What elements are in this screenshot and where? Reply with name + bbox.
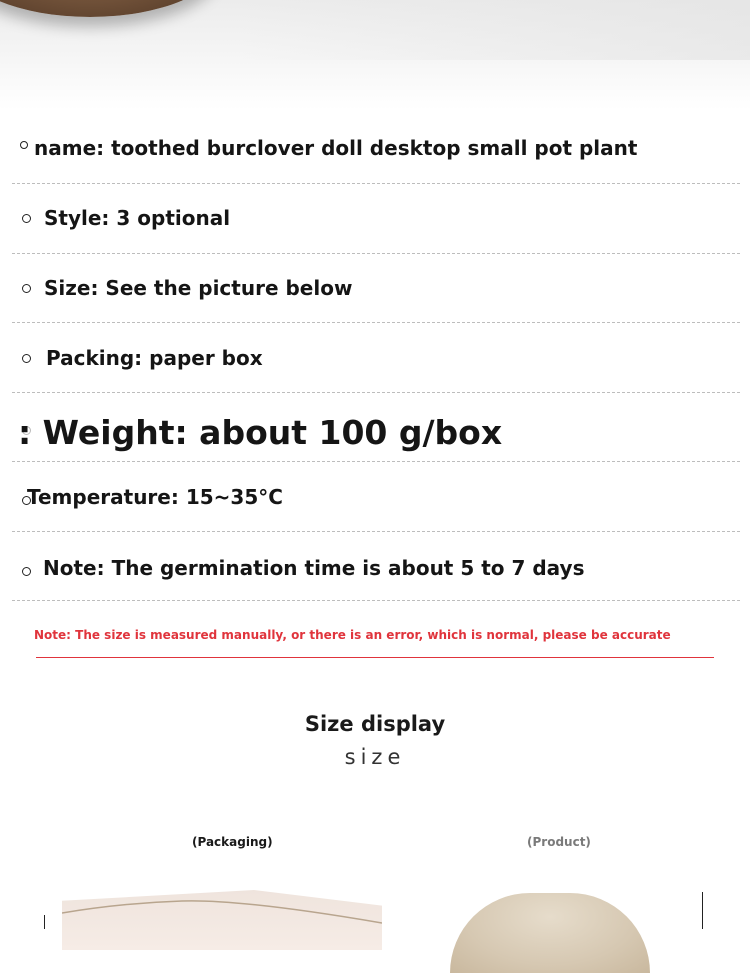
photo-background	[240, 0, 750, 60]
product-caption: (Product)	[527, 835, 591, 849]
spec-size: Size: See the picture below	[44, 276, 353, 300]
size-display-title: Size display	[304, 712, 446, 736]
measurement-note: Note: The size is measured manually, or there is an error, which is normal, please be accurate	[34, 628, 671, 642]
dimension-line-left	[44, 915, 45, 929]
bullet-icon	[20, 141, 28, 149]
size-display-subtitle: size	[344, 745, 406, 769]
packaging-caption: (Packaging)	[192, 835, 273, 849]
bullet-icon	[22, 284, 31, 293]
bullet-icon	[22, 354, 31, 363]
spec-weight: : Weight: about 100 g/box	[18, 413, 503, 452]
bullet-icon	[22, 214, 31, 223]
spec-temperature: Temperature: 15~35°C	[27, 485, 283, 509]
spec-style: Style: 3 optional	[44, 206, 231, 230]
bullet-icon	[22, 567, 31, 576]
spec-name: name: toothed burclover doll desktop small pot plant	[34, 136, 638, 160]
spec-packing: Packing: paper box	[46, 346, 263, 370]
box-string-decoration	[62, 893, 382, 933]
dimension-line-right	[702, 892, 703, 929]
note-underline	[36, 657, 714, 658]
product-pot-image	[450, 893, 650, 973]
product-photo-top	[0, 0, 750, 110]
pot-rim-image	[0, 0, 220, 17]
spec-germination-note: Note: The germination time is about 5 to 7 days	[43, 556, 585, 580]
